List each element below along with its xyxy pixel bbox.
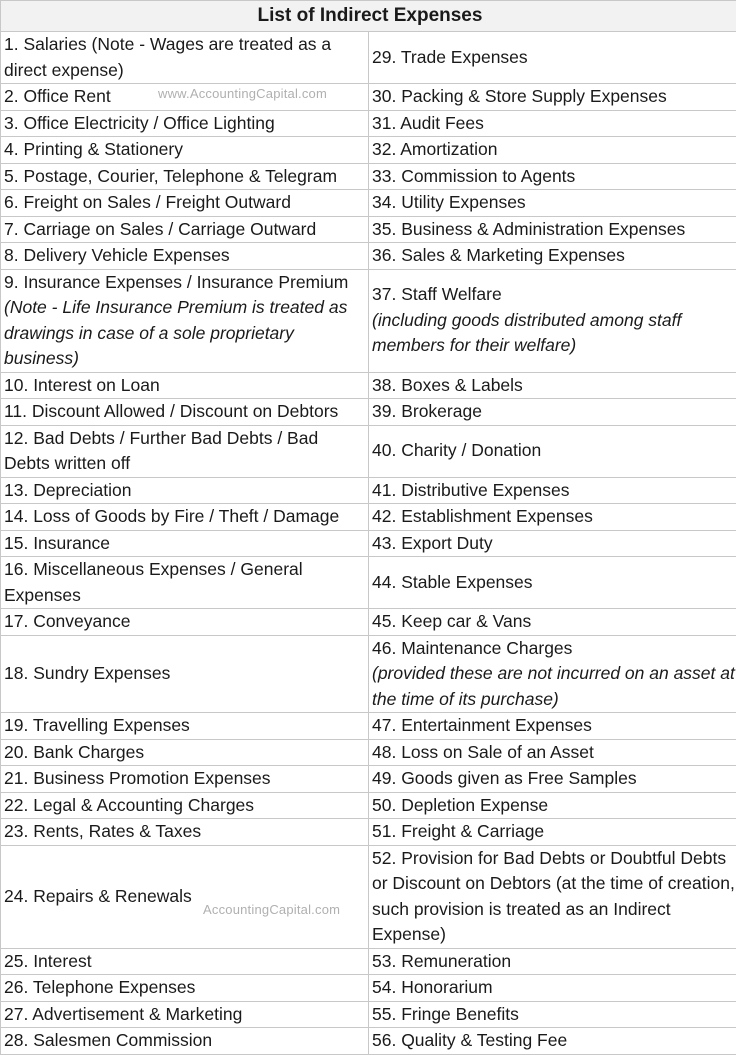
expense-cell-right bbox=[369, 269, 736, 372]
expense-cell-left bbox=[1, 975, 369, 1002]
expense-item: 45. Keep car & Vans bbox=[372, 609, 736, 635]
expense-item: 56. Quality & Testing Fee bbox=[372, 1028, 736, 1054]
table-row bbox=[1, 609, 736, 636]
expense-cell-left bbox=[1, 635, 369, 713]
expense-item: 8. Delivery Vehicle Expenses bbox=[4, 243, 368, 269]
expense-item: 48. Loss on Sale of an Asset bbox=[372, 740, 736, 766]
expense-item: 4. Printing & Stationery bbox=[4, 137, 368, 163]
watermark-top: www.AccountingCapital.com bbox=[158, 86, 327, 101]
table-row bbox=[1, 137, 736, 164]
expense-note: (Note - Life Insurance Premium is treated as drawings in case of a sole proprietary business) bbox=[4, 295, 368, 372]
expense-item: 49. Goods given as Free Samples bbox=[372, 766, 736, 792]
expense-item: 53. Remuneration bbox=[372, 949, 736, 975]
expense-cell-left bbox=[1, 845, 369, 948]
expense-item: 32. Amortization bbox=[372, 137, 736, 163]
expense-cell-right bbox=[369, 84, 736, 111]
expense-cell-left bbox=[1, 504, 369, 531]
expense-item: 40. Charity / Donation bbox=[372, 438, 736, 464]
expense-item: 2. Office Rent bbox=[4, 84, 368, 110]
expense-cell-right bbox=[369, 766, 736, 793]
expense-item: 15. Insurance bbox=[4, 531, 368, 557]
expense-cell-right bbox=[369, 137, 736, 164]
expense-cell-left bbox=[1, 372, 369, 399]
expense-cell-left bbox=[1, 216, 369, 243]
expense-item: 10. Interest on Loan bbox=[4, 373, 368, 399]
table-row bbox=[1, 766, 736, 793]
expense-cell-left bbox=[1, 110, 369, 137]
expense-item: 52. Provision for Bad Debts or Doubtful Debts or Discount on Debtors (at the time of creation, such provision is treated as an Indirect Expense) bbox=[372, 846, 736, 948]
table-row bbox=[1, 792, 736, 819]
table-row bbox=[1, 84, 736, 111]
expense-cell-right bbox=[369, 243, 736, 270]
expense-cell-left bbox=[1, 190, 369, 217]
expense-cell-right bbox=[369, 504, 736, 531]
expense-cell-left bbox=[1, 948, 369, 975]
expense-cell-right bbox=[369, 216, 736, 243]
expense-item: 51. Freight & Carriage bbox=[372, 819, 736, 845]
table-row bbox=[1, 372, 736, 399]
expense-cell-right bbox=[369, 399, 736, 426]
expense-item: 44. Stable Expenses bbox=[372, 570, 736, 596]
expense-cell-right bbox=[369, 372, 736, 399]
expense-item: 43. Export Duty bbox=[372, 531, 736, 557]
expense-cell-left bbox=[1, 739, 369, 766]
table-row bbox=[1, 243, 736, 270]
table-row bbox=[1, 216, 736, 243]
table-row bbox=[1, 635, 736, 713]
title-row bbox=[1, 1, 736, 32]
expense-cell-right bbox=[369, 1028, 736, 1055]
expense-item: 26. Telephone Expenses bbox=[4, 975, 368, 1001]
expense-cell-right bbox=[369, 609, 736, 636]
expense-note: (including goods distributed among staff members for their welfare) bbox=[372, 308, 736, 359]
expense-item: 54. Honorarium bbox=[372, 975, 736, 1001]
table-row bbox=[1, 399, 736, 426]
expense-item: 17. Conveyance bbox=[4, 609, 368, 635]
expense-cell-left bbox=[1, 530, 369, 557]
expense-cell-left bbox=[1, 84, 369, 111]
table-row bbox=[1, 530, 736, 557]
expense-item: 50. Depletion Expense bbox=[372, 793, 736, 819]
expense-cell-right bbox=[369, 635, 736, 713]
expense-item: 33. Commission to Agents bbox=[372, 164, 736, 190]
expense-item: 24. Repairs & Renewals bbox=[4, 884, 368, 910]
expense-cell-right bbox=[369, 713, 736, 740]
expense-cell-right bbox=[369, 975, 736, 1002]
expense-cell-left bbox=[1, 269, 369, 372]
expense-cell-right bbox=[369, 739, 736, 766]
expense-cell-right bbox=[369, 190, 736, 217]
table-row bbox=[1, 713, 736, 740]
table-body bbox=[1, 32, 736, 1055]
expense-item: 22. Legal & Accounting Charges bbox=[4, 793, 368, 819]
expense-item: 14. Loss of Goods by Fire / Theft / Damage bbox=[4, 504, 368, 530]
expense-cell-right bbox=[369, 530, 736, 557]
expense-item: 16. Miscellaneous Expenses / General Expenses bbox=[4, 557, 368, 608]
expense-item: 37. Staff Welfare bbox=[372, 282, 736, 308]
expense-item: 31. Audit Fees bbox=[372, 111, 736, 137]
expense-cell-left bbox=[1, 477, 369, 504]
expense-item: 41. Distributive Expenses bbox=[372, 478, 736, 504]
expense-item: 1. Salaries (Note - Wages are treated as a direct expense) bbox=[4, 32, 368, 83]
expense-cell-right bbox=[369, 110, 736, 137]
table-row bbox=[1, 557, 736, 609]
expense-note: (provided these are not incurred on an asset at the time of its purchase) bbox=[372, 661, 736, 712]
table-row bbox=[1, 110, 736, 137]
expense-item: 27. Advertisement & Marketing bbox=[4, 1002, 368, 1028]
watermark-bottom: AccountingCapital.com bbox=[203, 902, 340, 917]
expense-item: 30. Packing & Store Supply Expenses bbox=[372, 84, 736, 110]
expense-cell-left bbox=[1, 243, 369, 270]
table-title: List of Indirect Expenses bbox=[1, 1, 736, 32]
table-row bbox=[1, 845, 736, 948]
table-row bbox=[1, 739, 736, 766]
expense-item: 3. Office Electricity / Office Lighting bbox=[4, 111, 368, 137]
expense-item: 18. Sundry Expenses bbox=[4, 661, 368, 687]
expense-cell-left bbox=[1, 557, 369, 609]
expense-cell-right bbox=[369, 792, 736, 819]
table-row bbox=[1, 819, 736, 846]
expense-item: 6. Freight on Sales / Freight Outward bbox=[4, 190, 368, 216]
expense-item: 9. Insurance Expenses / Insurance Premium bbox=[4, 270, 368, 296]
expense-item: 29. Trade Expenses bbox=[372, 45, 736, 71]
expense-cell-left bbox=[1, 1028, 369, 1055]
expense-item: 13. Depreciation bbox=[4, 478, 368, 504]
expense-item: 19. Travelling Expenses bbox=[4, 713, 368, 739]
expense-item: 39. Brokerage bbox=[372, 399, 736, 425]
table-row bbox=[1, 477, 736, 504]
expense-cell-right bbox=[369, 845, 736, 948]
expense-cell-left bbox=[1, 425, 369, 477]
expense-item: 5. Postage, Courier, Telephone & Telegram bbox=[4, 164, 368, 190]
table-row bbox=[1, 190, 736, 217]
expense-cell-right bbox=[369, 425, 736, 477]
expense-item: 34. Utility Expenses bbox=[372, 190, 736, 216]
table-row bbox=[1, 269, 736, 372]
expense-item: 38. Boxes & Labels bbox=[372, 373, 736, 399]
table-row bbox=[1, 32, 736, 84]
table-row bbox=[1, 425, 736, 477]
expense-cell-right bbox=[369, 557, 736, 609]
expense-cell-left bbox=[1, 792, 369, 819]
expense-cell-right bbox=[369, 32, 736, 84]
expense-item: 28. Salesmen Commission bbox=[4, 1028, 368, 1054]
expense-item: 23. Rents, Rates & Taxes bbox=[4, 819, 368, 845]
expense-item: 42. Establishment Expenses bbox=[372, 504, 736, 530]
expense-cell-right bbox=[369, 163, 736, 190]
expense-item: 25. Interest bbox=[4, 949, 368, 975]
expense-item: 11. Discount Allowed / Discount on Debtors bbox=[4, 399, 368, 425]
expense-cell-left bbox=[1, 713, 369, 740]
expense-cell-right bbox=[369, 819, 736, 846]
expense-cell-left bbox=[1, 137, 369, 164]
expense-cell-left bbox=[1, 766, 369, 793]
table-row bbox=[1, 948, 736, 975]
expense-item: 47. Entertainment Expenses bbox=[372, 713, 736, 739]
expense-item: 7. Carriage on Sales / Carriage Outward bbox=[4, 217, 368, 243]
expense-item: 35. Business & Administration Expenses bbox=[372, 217, 736, 243]
expense-item: 55. Fringe Benefits bbox=[372, 1002, 736, 1028]
expense-cell-left bbox=[1, 163, 369, 190]
expense-item: 36. Sales & Marketing Expenses bbox=[372, 243, 736, 269]
expense-cell-right bbox=[369, 477, 736, 504]
expense-item: 12. Bad Debts / Further Bad Debts / Bad Debts written off bbox=[4, 426, 368, 477]
expense-cell-left bbox=[1, 399, 369, 426]
expense-cell-right bbox=[369, 948, 736, 975]
expense-cell-left bbox=[1, 32, 369, 84]
expense-item: 46. Maintenance Charges bbox=[372, 636, 736, 662]
expense-item: 21. Business Promotion Expenses bbox=[4, 766, 368, 792]
table-row bbox=[1, 504, 736, 531]
table-row bbox=[1, 163, 736, 190]
expense-cell-left bbox=[1, 819, 369, 846]
table-row bbox=[1, 1028, 736, 1055]
expense-cell-left bbox=[1, 609, 369, 636]
expense-item: 20. Bank Charges bbox=[4, 740, 368, 766]
table-row bbox=[1, 975, 736, 1002]
